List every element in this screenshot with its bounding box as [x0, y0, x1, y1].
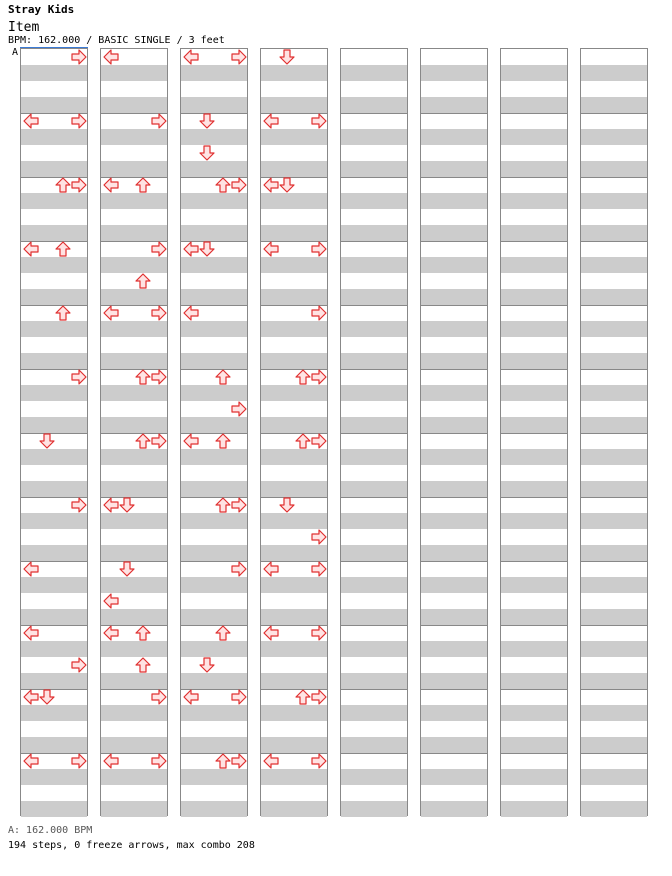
right-arrow-icon: [312, 370, 326, 384]
left-arrow-icon: [24, 242, 38, 256]
left-arrow-icon: [264, 754, 278, 768]
down-arrow-icon: [200, 658, 214, 672]
arrow-layer: [21, 49, 89, 817]
left-arrow-icon: [104, 306, 118, 320]
left-arrow-icon: [104, 178, 118, 192]
up-arrow-icon: [56, 306, 70, 320]
left-arrow-icon: [104, 626, 118, 640]
right-arrow-icon: [232, 50, 246, 64]
down-arrow-icon: [120, 498, 134, 512]
left-arrow-icon: [24, 114, 38, 128]
arrow-layer: [341, 49, 409, 817]
chart-column: [100, 48, 168, 816]
chart-column: [580, 48, 648, 816]
right-arrow-icon: [312, 530, 326, 544]
arrow-layer: [581, 49, 649, 817]
right-arrow-icon: [312, 434, 326, 448]
right-arrow-icon: [72, 50, 86, 64]
bpm-summary: A: 162.000 BPM: [8, 825, 93, 836]
up-arrow-icon: [136, 274, 150, 288]
left-arrow-icon: [24, 754, 38, 768]
bpm-marker-label: A: [12, 47, 19, 58]
right-arrow-icon: [312, 306, 326, 320]
left-arrow-icon: [104, 594, 118, 608]
up-arrow-icon: [216, 434, 230, 448]
left-arrow-icon: [264, 114, 278, 128]
left-arrow-icon: [24, 626, 38, 640]
down-arrow-icon: [40, 690, 54, 704]
up-arrow-icon: [216, 754, 230, 768]
up-arrow-icon: [216, 178, 230, 192]
right-arrow-icon: [152, 434, 166, 448]
right-arrow-icon: [72, 498, 86, 512]
right-arrow-icon: [232, 690, 246, 704]
up-arrow-icon: [136, 626, 150, 640]
song-title: Item: [8, 20, 40, 35]
right-arrow-icon: [232, 178, 246, 192]
chart-column: [20, 48, 88, 816]
right-arrow-icon: [232, 402, 246, 416]
right-arrow-icon: [232, 498, 246, 512]
right-arrow-icon: [312, 562, 326, 576]
up-arrow-icon: [136, 178, 150, 192]
right-arrow-icon: [72, 754, 86, 768]
down-arrow-icon: [280, 50, 294, 64]
left-arrow-icon: [264, 178, 278, 192]
right-arrow-icon: [312, 242, 326, 256]
right-arrow-icon: [312, 114, 326, 128]
left-arrow-icon: [184, 306, 198, 320]
down-arrow-icon: [280, 498, 294, 512]
left-arrow-icon: [104, 754, 118, 768]
up-arrow-icon: [136, 658, 150, 672]
chart-column: [180, 48, 248, 816]
arrow-layer: [101, 49, 169, 817]
right-arrow-icon: [232, 562, 246, 576]
right-arrow-icon: [152, 370, 166, 384]
step-stats: 194 steps, 0 freeze arrows, max combo 208: [8, 840, 255, 851]
right-arrow-icon: [312, 754, 326, 768]
left-arrow-icon: [104, 498, 118, 512]
right-arrow-icon: [232, 754, 246, 768]
right-arrow-icon: [152, 242, 166, 256]
up-arrow-icon: [56, 242, 70, 256]
down-arrow-icon: [280, 178, 294, 192]
right-arrow-icon: [152, 754, 166, 768]
chart-column: [340, 48, 408, 816]
right-arrow-icon: [72, 178, 86, 192]
up-arrow-icon: [216, 626, 230, 640]
left-arrow-icon: [24, 562, 38, 576]
right-arrow-icon: [312, 626, 326, 640]
up-arrow-icon: [296, 434, 310, 448]
up-arrow-icon: [136, 434, 150, 448]
up-arrow-icon: [136, 370, 150, 384]
right-arrow-icon: [72, 370, 86, 384]
left-arrow-icon: [184, 434, 198, 448]
right-arrow-icon: [152, 690, 166, 704]
left-arrow-icon: [264, 626, 278, 640]
left-arrow-icon: [104, 50, 118, 64]
arrow-layer: [181, 49, 249, 817]
arrow-layer: [421, 49, 489, 817]
up-arrow-icon: [296, 370, 310, 384]
arrow-layer: [261, 49, 329, 817]
right-arrow-icon: [72, 114, 86, 128]
right-arrow-icon: [72, 658, 86, 672]
left-arrow-icon: [264, 562, 278, 576]
left-arrow-icon: [264, 242, 278, 256]
left-arrow-icon: [184, 690, 198, 704]
left-arrow-icon: [184, 50, 198, 64]
chart-column: [500, 48, 568, 816]
down-arrow-icon: [200, 242, 214, 256]
right-arrow-icon: [152, 114, 166, 128]
up-arrow-icon: [56, 178, 70, 192]
chart-column: [420, 48, 488, 816]
down-arrow-icon: [120, 562, 134, 576]
up-arrow-icon: [216, 498, 230, 512]
right-arrow-icon: [312, 690, 326, 704]
down-arrow-icon: [200, 114, 214, 128]
artist-name: Stray Kids: [8, 3, 75, 16]
left-arrow-icon: [24, 690, 38, 704]
chart-info: BPM: 162.000 / BASIC SINGLE / 3 feet: [8, 35, 225, 46]
up-arrow-icon: [296, 690, 310, 704]
left-arrow-icon: [184, 242, 198, 256]
down-arrow-icon: [200, 146, 214, 160]
chart-column: [260, 48, 328, 816]
arrow-layer: [501, 49, 569, 817]
down-arrow-icon: [40, 434, 54, 448]
up-arrow-icon: [216, 370, 230, 384]
right-arrow-icon: [152, 306, 166, 320]
